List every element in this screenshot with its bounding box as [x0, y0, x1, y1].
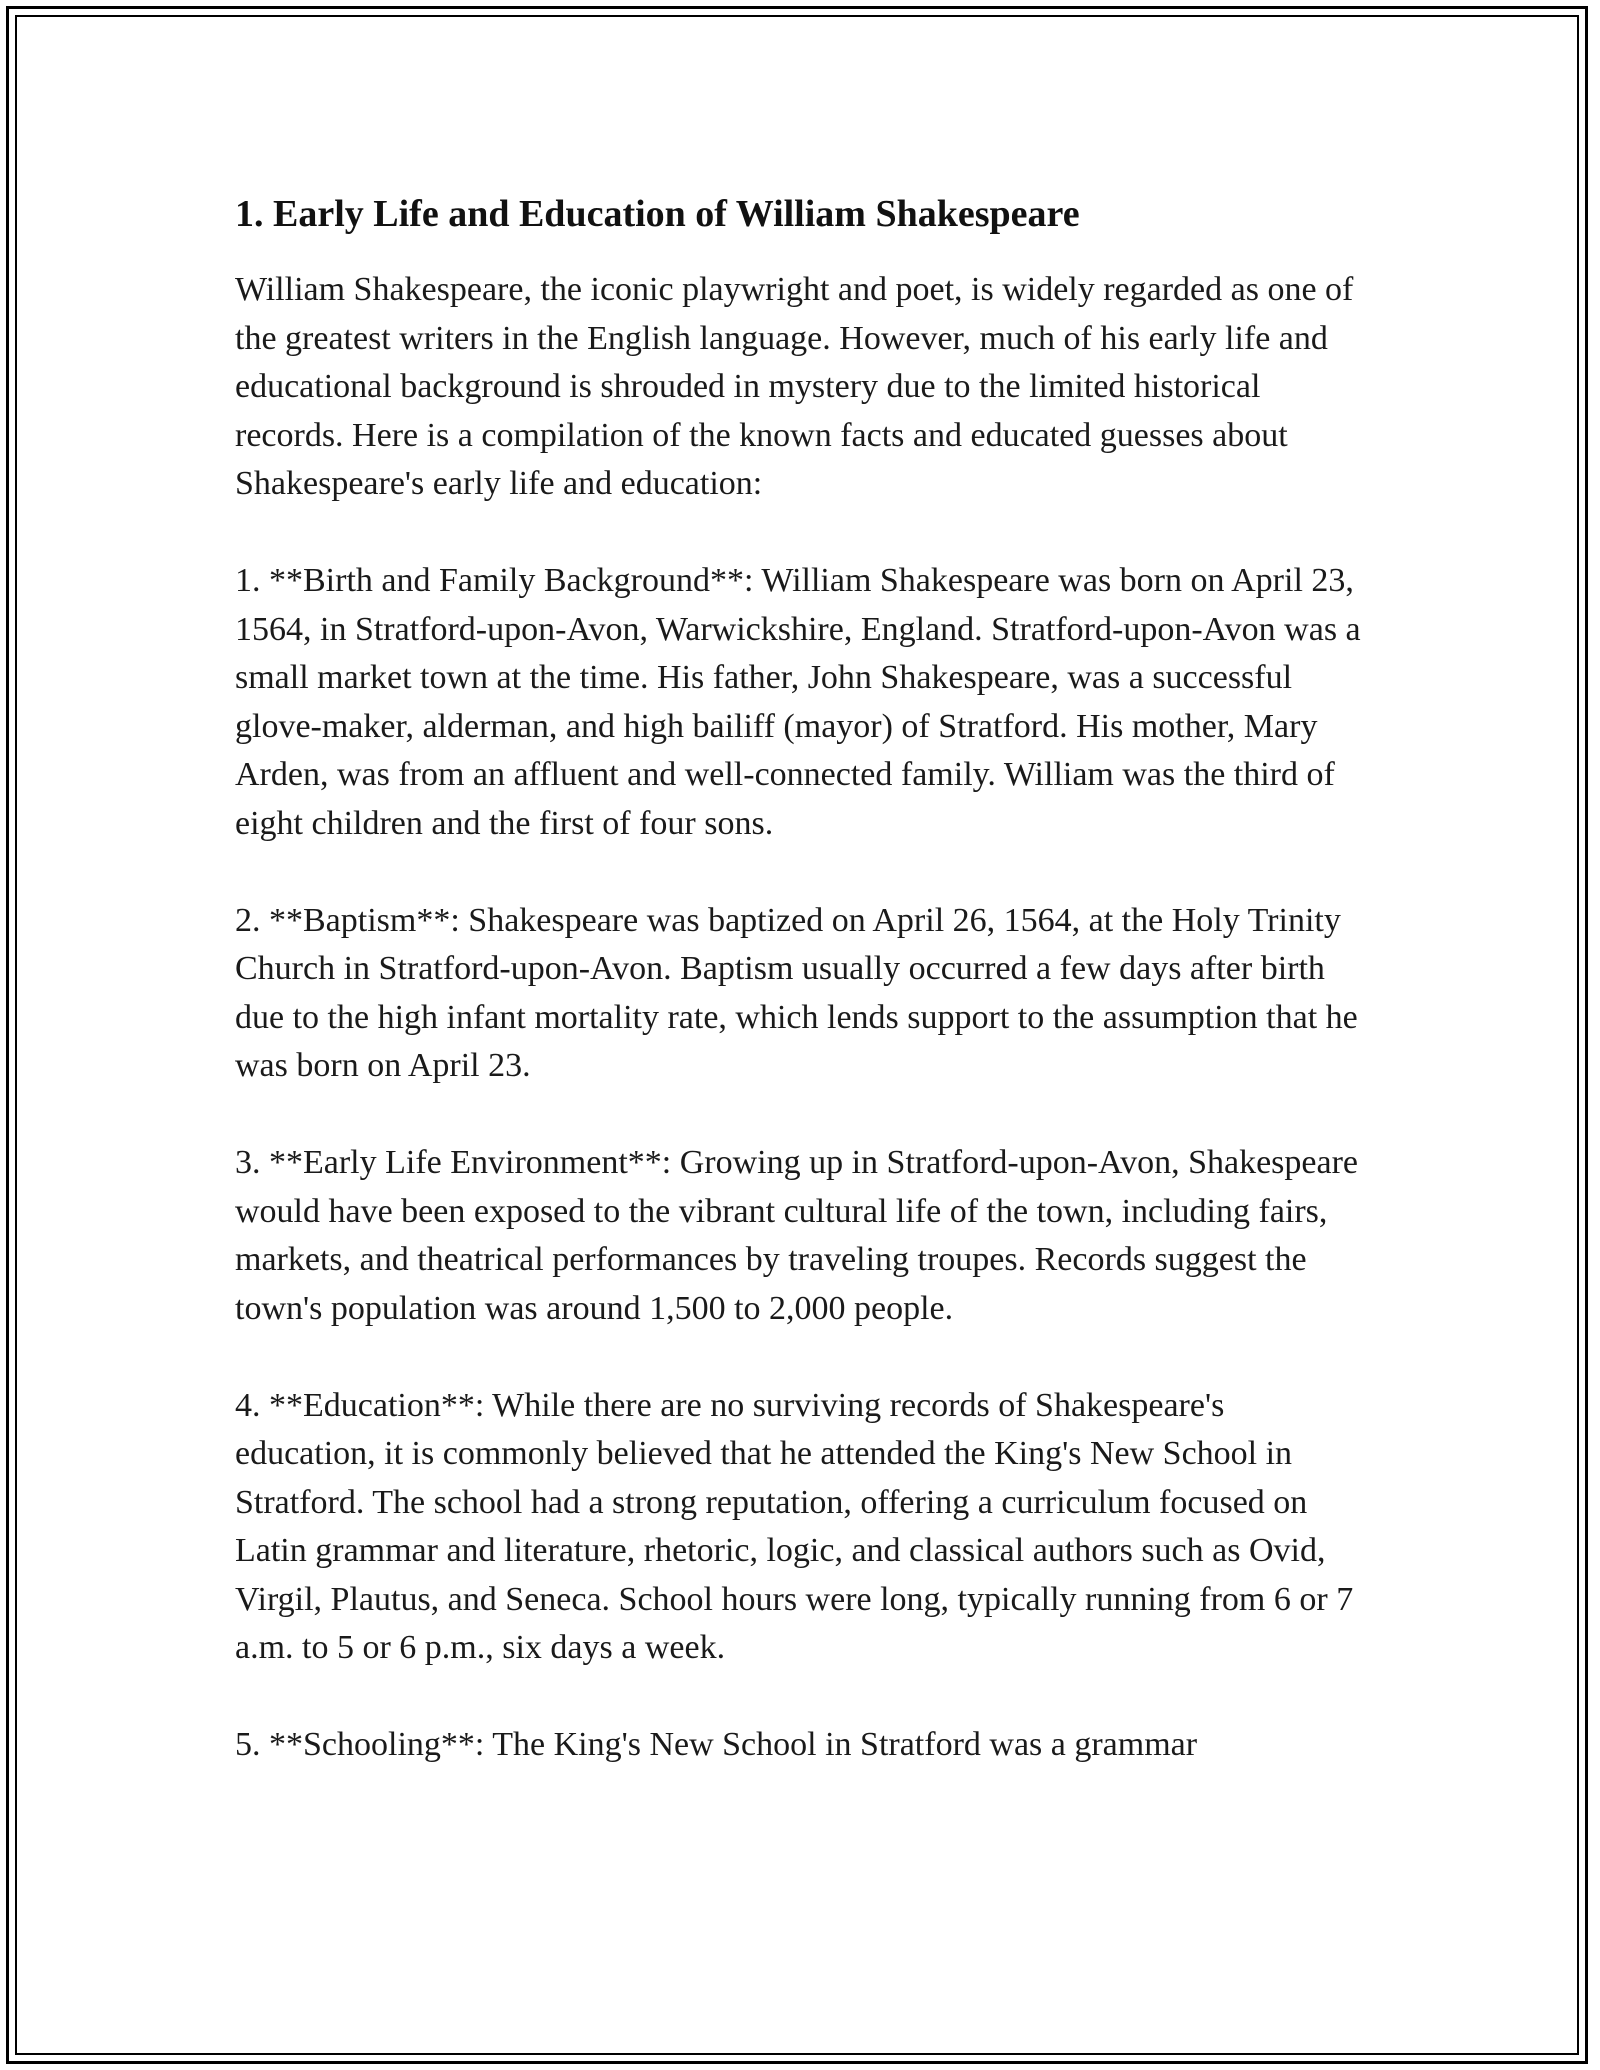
schooling-paragraph: 5. **Schooling**: The King's New School in Stratford was a grammar — [235, 1726, 1198, 1763]
environment-paragraph: 3. **Early Life Environment**: Growing up in Stratford-upon-Avon, Shakespeare would have been exposed to the vibrant cultural life of the town, including fairs, markets, and theatrical performances by traveling troupes. Records suggest the town's population was around 1,500 to 2,000 people. — [235, 1144, 1358, 1327]
document-body — [235, 190, 1365, 1818]
baptism-paragraph: 2. **Baptism**: Shakespeare was baptized on April 26, 1564, at the Holy Trinity Church in Stratford-upon-Avon. Baptism usually occurred a few days after birth due to the high infant mortality rate, which lends support to the assumption that he was born on April 23. — [235, 901, 1358, 1084]
birth-paragraph: 1. **Birth and Family Background**: William Shakespeare was born on April 23, 1564, in Stratford-upon-Avon, Warwickshire, England. Stratford-upon-Avon was a small market town at the time. His father, John Shakespeare, was a successful glove-maker, alderman, and high bailiff (mayor) of Stratford. His mother, Mary Arden, was from an affluent and well-connected family. William was the third of eight children and the first of four sons. — [235, 562, 1361, 842]
intro-paragraph: William Shakespeare, the iconic playwright and poet, is widely regarded as one of the greatest writers in the English language. However, much of his early life and educational background is shrouded in mystery due to the limited historical records. Here is a compilation of the known facts and educated guesses about Shakespeare's early life and education: — [235, 271, 1354, 502]
education-paragraph: 4. **Education**: While there are no surviving records of Shakespeare's education, it is commonly believed that he attended the King's New School in Stratford. The school had a strong reputation, offering a curriculum focused on Latin grammar and literature, rhetoric, logic, and classical authors such as Ovid, Virgil, Plautus, and Seneca. School hours were long, typically running from 6 or 7 a.m. to 5 or 6 p.m., six days a week. — [235, 1386, 1354, 1666]
section-heading: 1. Early Life and Education of William Shakespeare — [235, 193, 1080, 235]
